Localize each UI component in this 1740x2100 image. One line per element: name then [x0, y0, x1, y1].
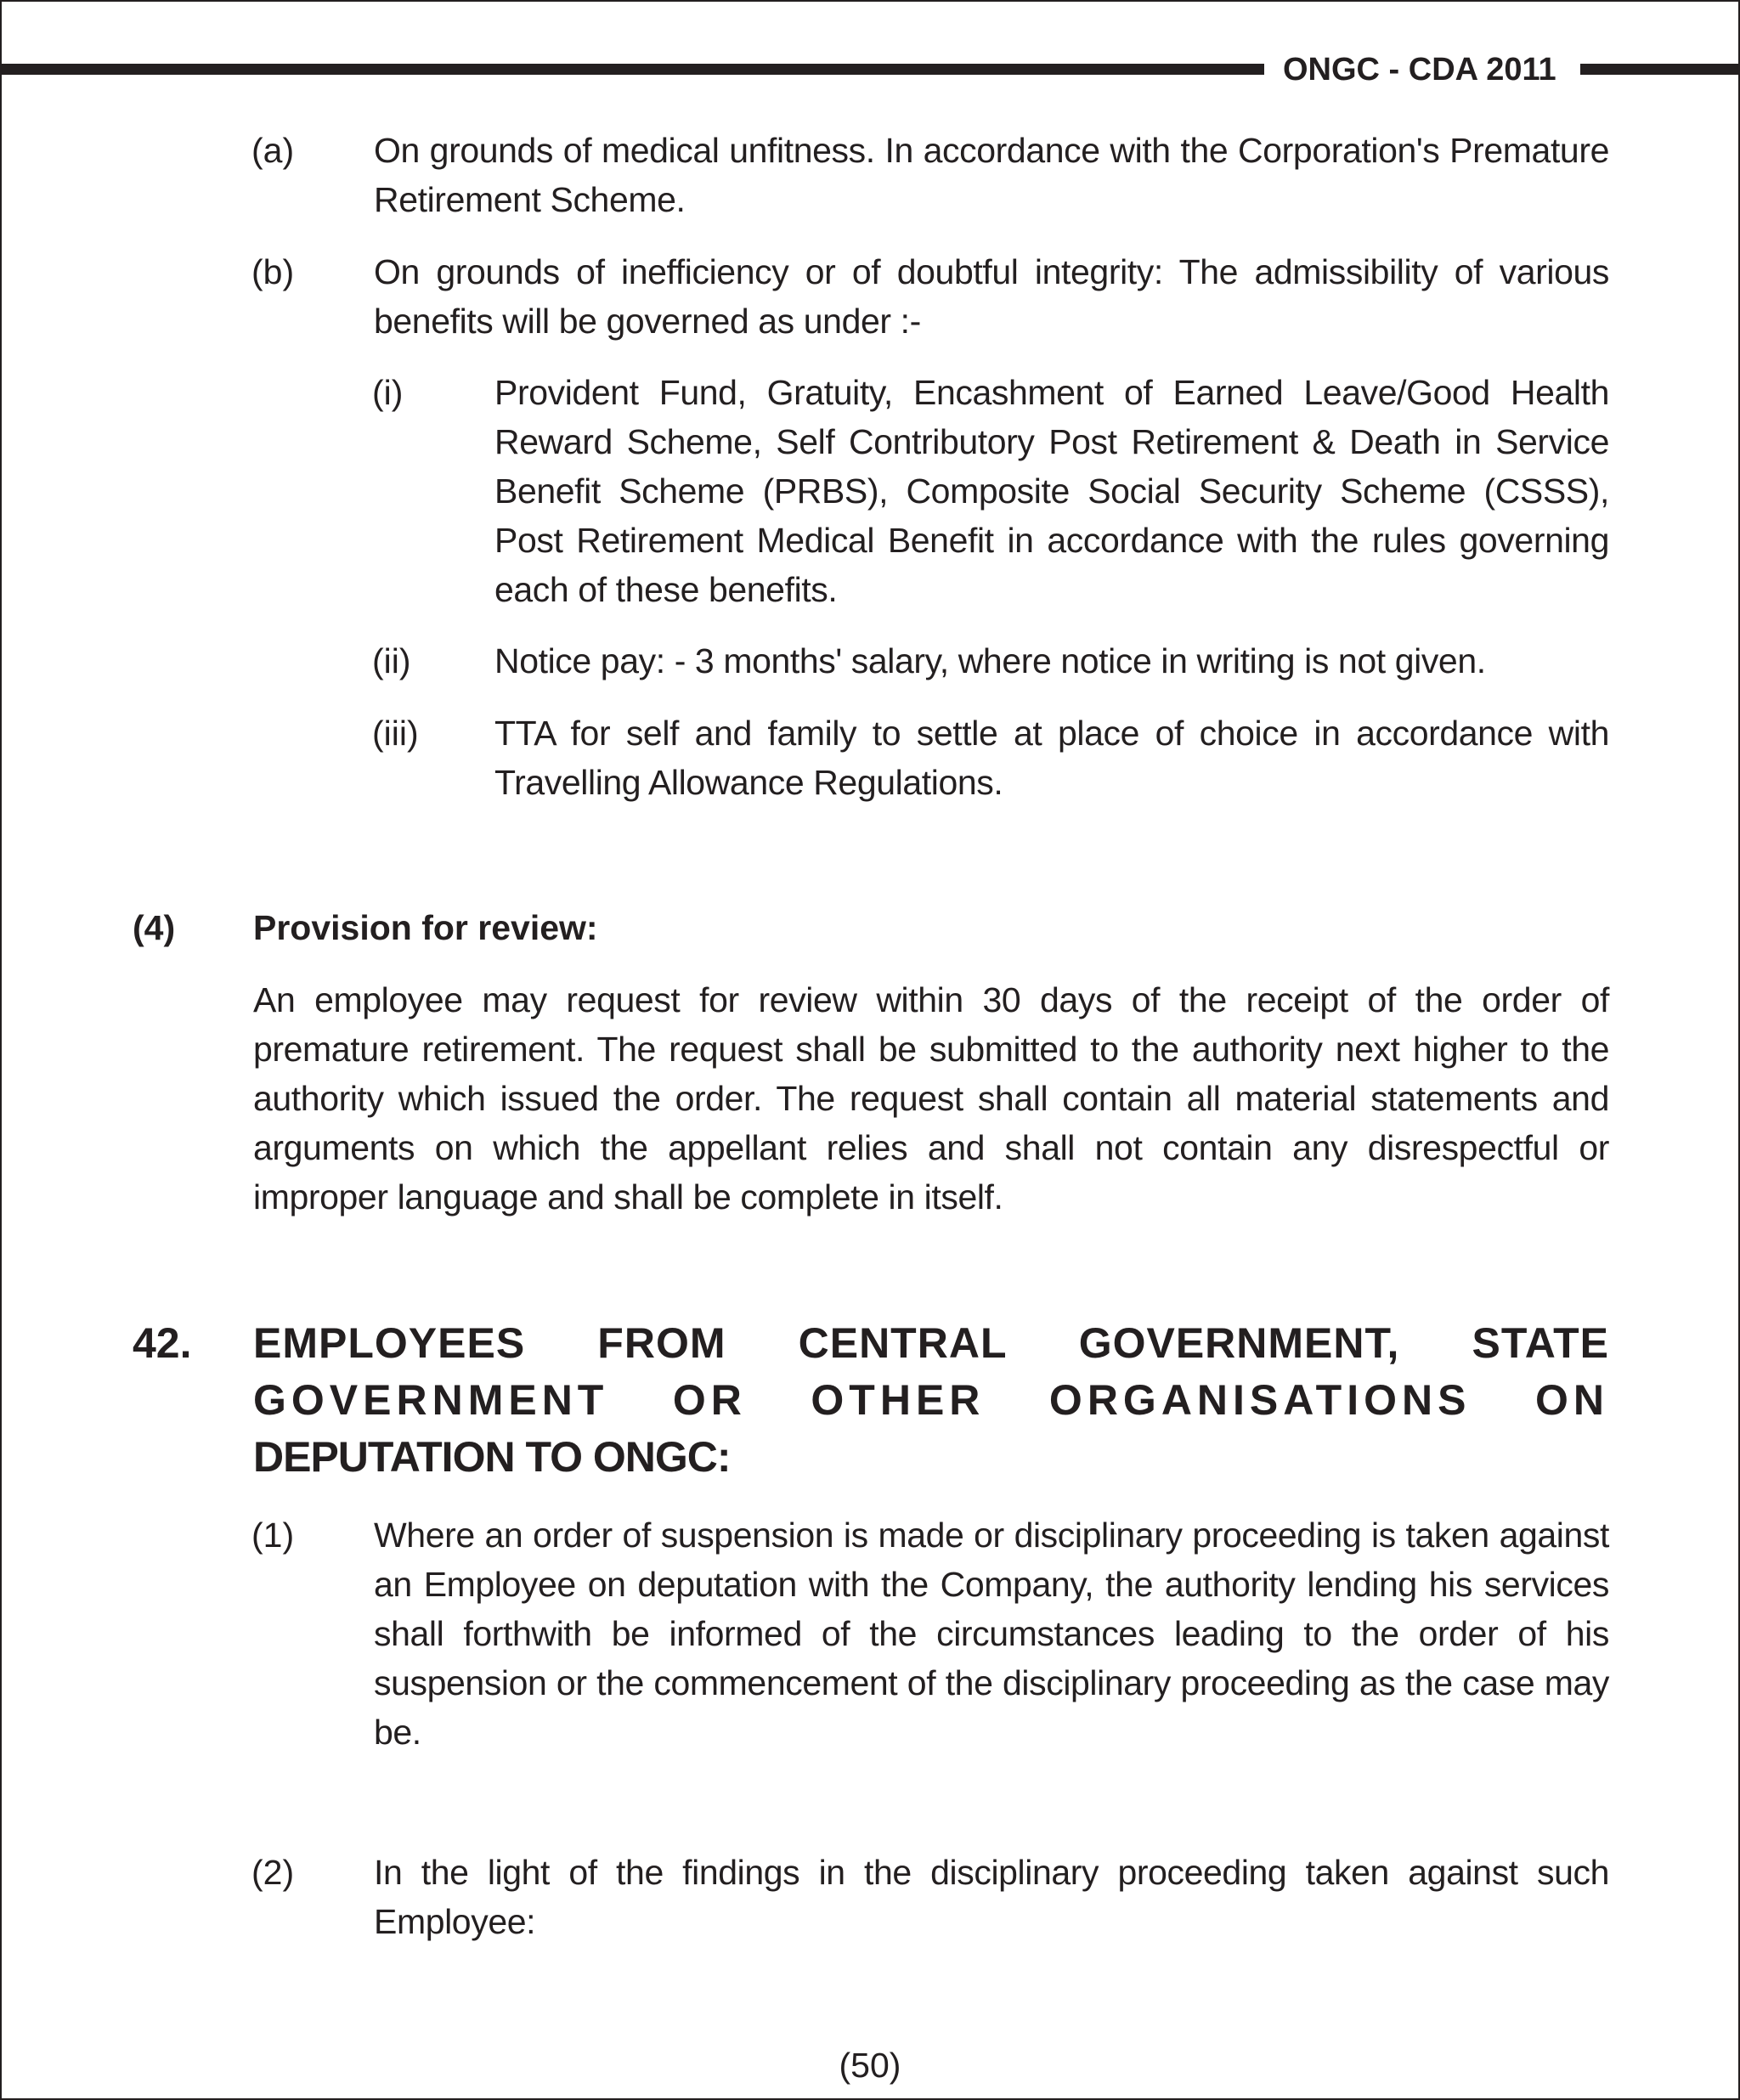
page-number: (50): [839, 2046, 901, 2085]
header-title: ONGC - CDA 2011: [1283, 52, 1556, 88]
section-title-line-2: GOVERNMENT OR OTHER ORGANISATIONS ON: [253, 1376, 1609, 1424]
section-title-line-1: EMPLOYEES FROM CENTRAL GOVERNMENT, STATE: [253, 1319, 1609, 1367]
item-text-a: On grounds of medical unfitness. In accordance with the Corporation's Premature Retirement Scheme.: [374, 131, 1609, 219]
sub-item-text-i: Provident Fund, Gratuity, Encashment of Earned Leave/Good Health Reward Scheme, Self Contributory Post Retirement & Death in Service Benefit Scheme (PRBS), Composite Social Security Scheme (CSSS), Post Retirement Medical Benefit in accordance with the rules governing each of these benefits.: [494, 373, 1609, 609]
sub-item-label-i: (i): [372, 373, 404, 412]
sub-item-label-iii: (iii): [372, 714, 419, 753]
header-rule-left: [2, 64, 1264, 75]
section-item-text-2: In the light of the findings in the disciplinary proceeding taken against such Employee:: [374, 1853, 1609, 1941]
item-text-b: On grounds of inefficiency or of doubtful integrity: The admissibility of various benefits will be governed as under :-: [374, 252, 1609, 341]
section-number: 42.: [133, 1319, 192, 1367]
section-item-label-2: (2): [251, 1853, 295, 1892]
item-label-a: (a): [251, 131, 295, 170]
sub-item-text-iii: TTA for self and family to settle at place of choice in accordance with Travelling Allowance Regulations.: [494, 714, 1609, 802]
item-label-b: (b): [251, 252, 295, 291]
provision-body: An employee may request for review within 30 days of the receipt of the order of premature retirement. The request shall be submitted to the authority next higher to the authority which issued the order. The request shall contain all material statements and arguments on which the appellant relies and shall not contain any disrespectful or improper language and shall be complete in itself.: [253, 980, 1609, 1217]
header-rule-right: [1580, 64, 1738, 75]
provision-heading: Provision for review:: [253, 908, 598, 947]
sub-item-text-ii: Notice pay: - 3 months' salary, where notice in writing is not given.: [494, 641, 1486, 680]
section-title-line-3: DEPUTATION TO ONGC:: [253, 1433, 731, 1481]
sub-item-label-ii: (ii): [372, 641, 411, 680]
provision-number: (4): [133, 908, 176, 947]
section-item-label-1: (1): [251, 1516, 295, 1555]
section-item-text-1: Where an order of suspension is made or disciplinary proceeding is taken against an Employee on deputation with the Company, the authority lending his services shall forthwith be informed of the circumstances leading to the order of his suspension or the commencement of the disciplinary proceeding as the case may be.: [374, 1516, 1609, 1752]
